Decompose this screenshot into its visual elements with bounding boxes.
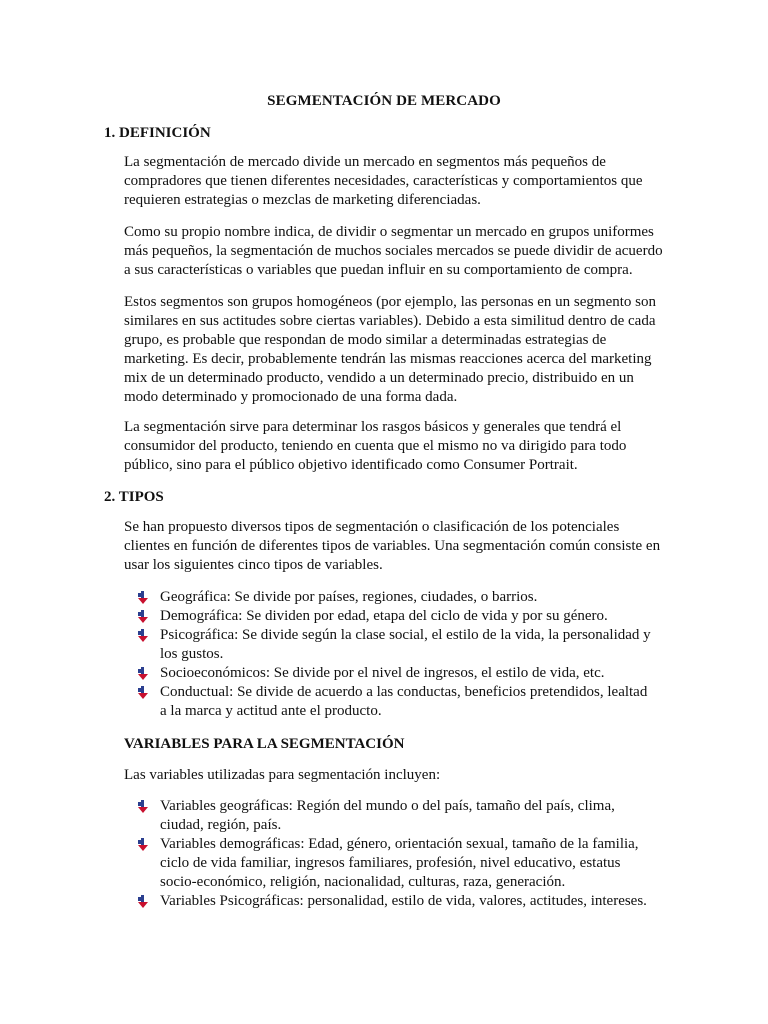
- list-item-text: Conductual: Se divide de acuerdo a las conductas, beneficios pretendidos, lealtad a la marca y actitud ante el producto.: [160, 684, 648, 719]
- list-item: [136, 588, 656, 607]
- section-heading-variables: VARIABLES PARA LA SEGMENTACIÓN: [124, 736, 405, 752]
- paragraph-definicion-4: [124, 418, 664, 475]
- paragraph-text: Estos segmentos son grupos homogéneos (por ejemplo, las personas en un segmento son similares en sus actitudes sobre ciertas variables). Debido a esta similitud dentro de cada grupo, es probable que respondan de modo similar a determinadas estrategias de marketing. Es decir, probablemente tendrán las mismas reacciones acerca del marketing mix de un determinado producto, vendido a un determinado precio, distribuido en un modo determinado y promocionado de una forma dada.: [124, 294, 657, 405]
- paragraph-text: La segmentación de mercado divide un mercado en segmentos más pequeños de compradores que tienen diferentes necesidades, características y comportamientos que requieren estrategias o mezclas de marketing diferenciadas.: [124, 154, 643, 208]
- paragraph-text: La segmentación sirve para determinar los rasgos básicos y generales que tendrá el consumidor del producto, teniendo en cuenta que el mismo no va dirigido para todo público, sino para el público objetivo identificado como Consumer Portrait.: [124, 419, 627, 473]
- paragraph-text: Las variables utilizadas para segmentación incluyen:: [124, 767, 441, 783]
- list-item-text: Variables demográficas: Edad, género, orientación sexual, tamaño de la familia, ciclo de vida familiar, ingresos familiares, profesión, nivel educativo, estatus socio-económico, religión, nacionalidad, culturas, raza, generación.: [160, 836, 639, 890]
- paragraph-definicion-2: [124, 223, 664, 280]
- list-item-text: Variables geográficas: Región del mundo o del país, tamaño del país, clima, ciudad, región, país.: [160, 798, 615, 833]
- list-item: [136, 683, 656, 721]
- section-heading-tipos: 2. TIPOS: [104, 489, 164, 505]
- paragraph-tipos-intro: [124, 518, 664, 575]
- down-arrow-bullet-icon: [136, 800, 150, 814]
- down-arrow-bullet-icon: [136, 838, 150, 852]
- down-arrow-bullet-icon: [136, 591, 150, 605]
- tipos-list: [136, 588, 656, 721]
- list-item: [136, 892, 656, 911]
- list-item: [136, 835, 656, 892]
- list-item: [136, 607, 656, 626]
- down-arrow-bullet-icon: [136, 686, 150, 700]
- down-arrow-bullet-icon: [136, 895, 150, 909]
- list-item: [136, 626, 656, 664]
- down-arrow-bullet-icon: [136, 667, 150, 681]
- paragraph-definicion-1: [124, 153, 664, 210]
- list-item-text: Geográfica: Se divide por países, regiones, ciudades, o barrios.: [160, 589, 538, 605]
- list-item-text: Demográfica: Se dividen por edad, etapa del ciclo de vida y por su género.: [160, 608, 608, 624]
- document-title: SEGMENTACIÓN DE MERCADO: [267, 93, 501, 109]
- list-item-text: Psicográfica: Se divide según la clase social, el estilo de la vida, la personalidad y los gustos.: [160, 627, 651, 662]
- paragraph-definicion-3: [124, 293, 664, 407]
- down-arrow-bullet-icon: [136, 610, 150, 624]
- list-item-text: Variables Psicográficas: personalidad, estilo de vida, valores, actitudes, intereses.: [160, 893, 647, 909]
- list-item-text: Socioeconómicos: Se divide por el nivel de ingresos, el estilo de vida, etc.: [160, 665, 605, 681]
- paragraph-variables-intro: [124, 766, 664, 785]
- list-item: [136, 797, 656, 835]
- variables-list: [136, 797, 656, 911]
- list-item: [136, 664, 656, 683]
- down-arrow-bullet-icon: [136, 629, 150, 643]
- section-heading-definicion: 1. DEFINICIÓN: [104, 125, 211, 141]
- paragraph-text: Se han propuesto diversos tipos de segmentación o clasificación de los potenciales clientes en función de diferentes tipos de variables. Una segmentación común consiste en usar los siguientes cinco tipos de variables.: [124, 519, 661, 573]
- paragraph-text: Como su propio nombre indica, de dividir o segmentar un mercado en grupos uniformes más pequeños, la segmentación de muchos sociales mercados se puede dividir de acuerdo a sus características o variables que puedan influir en su comportamiento de compra.: [124, 224, 663, 278]
